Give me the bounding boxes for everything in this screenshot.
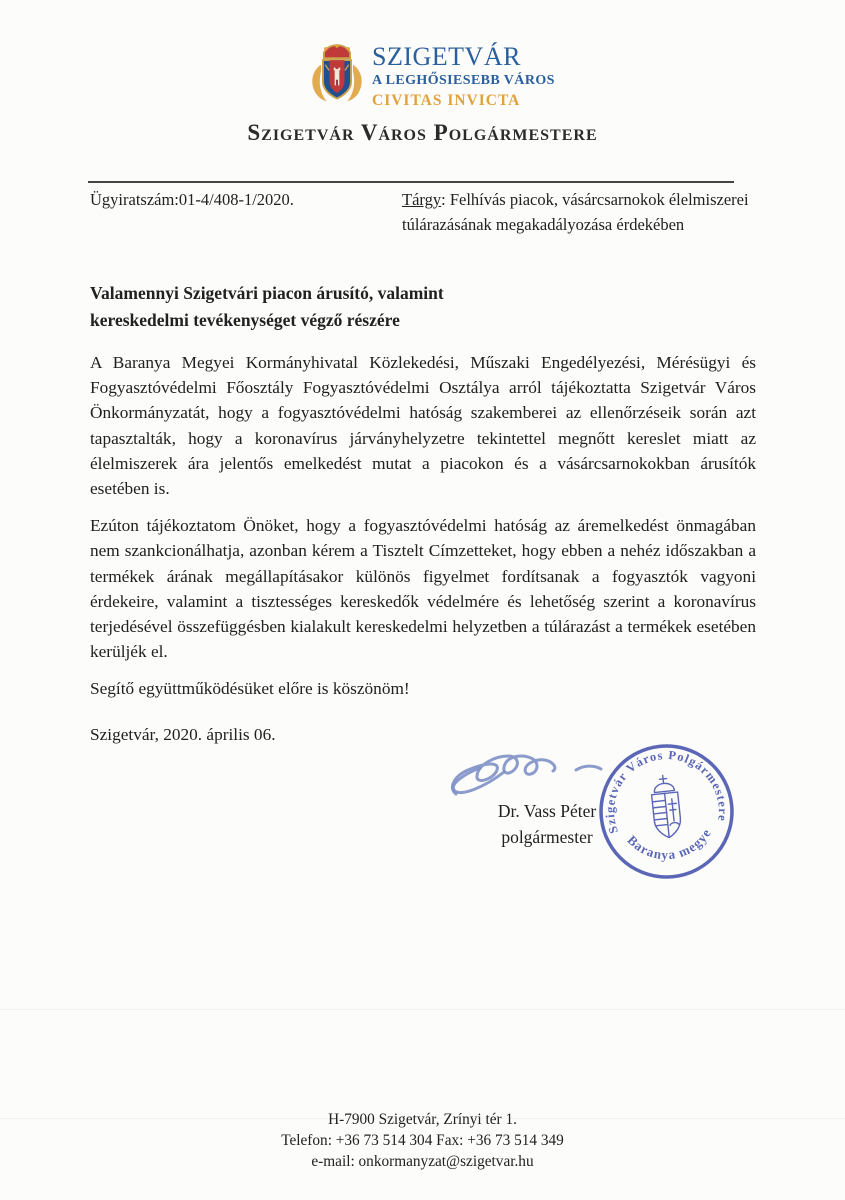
case-number: Ügyiratszám:01-4/408-1/2020. (90, 190, 294, 209)
addressee-block (90, 280, 444, 333)
footer-address: H-7900 Szigetvár, Zrínyi tér 1. (328, 1111, 517, 1128)
stamp-bottom-text: Baranya megye (624, 825, 715, 863)
footer-phone-fax: Telefon: +36 73 514 304 Fax: +36 73 514 349 (281, 1132, 564, 1149)
body-paragraph: A Baranya Megyei Kormányhivatal Közlekedési, Műszaki Engedélyezési, Mérésügyi és Fogyasztóvédelmi Főosztály Fogyasztóvédelmi Osztálya arról tájékoztatta Szigetvár Város Önkormányzatát, hogy a fogyasztóvédelmi hatóság szakemberei az ellenőrzéseik során azt tapasztalták, hogy a koronavírus járványhelyzetre tekintettel megnőtt kereslet miatt az élelmiszerek ára jelentős emelkedést mutat a piacokon és a vásárcsarnokokban árusítók esetében is. (90, 353, 756, 499)
stamp-coat-of-arms-icon (650, 774, 683, 839)
signer-role: polgármester (501, 827, 593, 847)
subject-text: : Felhívás piacok, vásárcsarnokok élelmiszerei túlárazásának megakadályozása érdekében (402, 190, 749, 234)
letter-body (90, 350, 756, 759)
letterhead-text (372, 44, 555, 109)
city-tagline: A LEGHŐSIESEBB VÁROS (372, 73, 555, 88)
city-name: SZIGETVÁR (372, 42, 521, 71)
header-divider-line (88, 181, 734, 183)
body-paragraph: Ezúton tájékoztatom Önöket, hogy a fogyasztóvédelmi hatóság az áremelkedést önmagában nem szankcionálhatja, azonban kérem a Tisztelt Címzetteket, hogy ebben a nehéz időszakban a termékek árának megállapításakor különös figyelmet fordítsanak a fogyasztók vagyoni érdekeire, valamint a tisztességes kereskedők védelmére és lehetőség szerint a koronavírus terjedésével összefüggésben kialakult kereskedelmi helyzetben a túlárazást a termékek esetében kerüljék el. (90, 516, 756, 662)
closing-line: Segítő együttműködésüket előre is köszönöm! (90, 679, 410, 699)
subject-label: Tárgy (402, 190, 442, 209)
stamp-top-text: Szigetvár Város Polgármestere (603, 747, 730, 836)
signer-name: Dr. Vass Péter (497, 801, 597, 821)
footer-email: e-mail: onkormanyzat@szigetvar.hu (311, 1153, 534, 1170)
official-round-stamp (596, 741, 737, 882)
addressee-line: Valamennyi Szigetvári piacon árusító, valamint (90, 283, 444, 303)
city-motto: CIVITAS INVICTA (372, 92, 521, 109)
szigetvar-coat-of-arms-icon (308, 44, 366, 108)
office-title: Szigetvár Város Polgármestere (247, 120, 598, 145)
footer-contact-block (0, 1109, 845, 1172)
dateline: Szigetvár, 2020. április 06. (90, 724, 276, 744)
reference-row (90, 187, 756, 237)
subject-block (402, 187, 750, 237)
scan-artifact-line (0, 1009, 845, 1010)
addressee-line: kereskedelmi tevékenységet végző részére (90, 309, 400, 330)
